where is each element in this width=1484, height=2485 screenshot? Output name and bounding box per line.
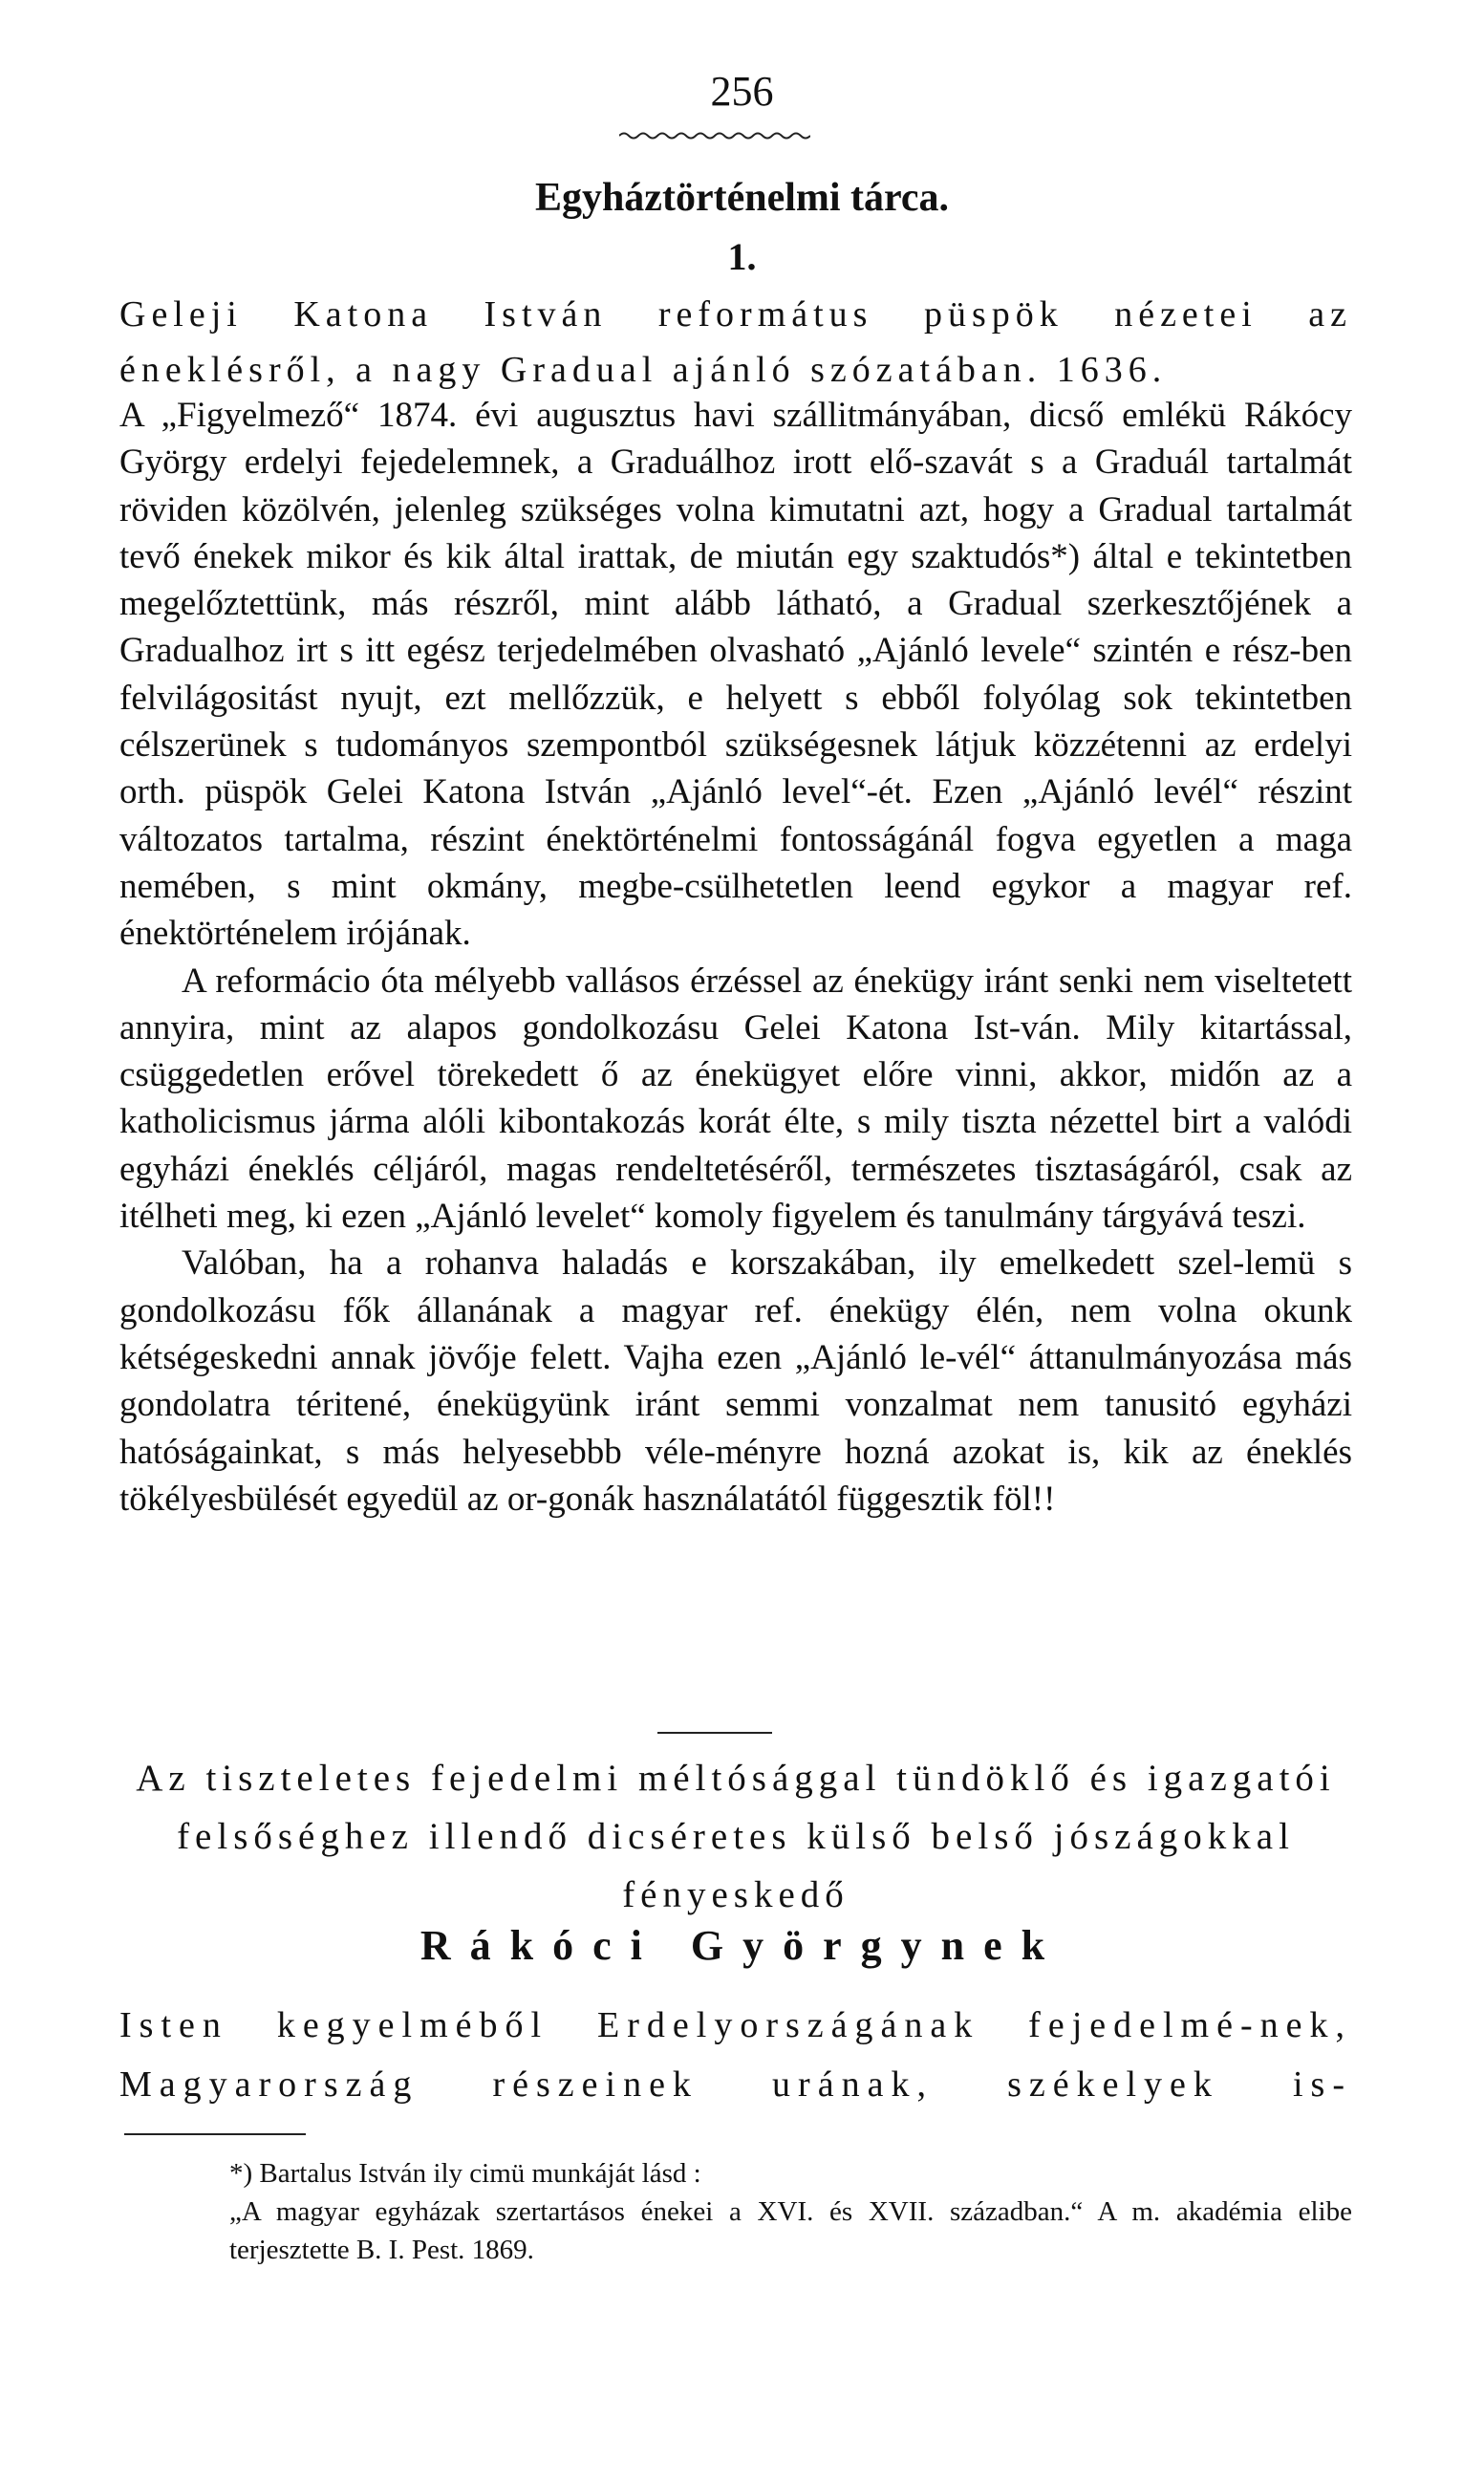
footnote-divider (124, 2133, 306, 2135)
article-body (119, 392, 1352, 1523)
prince-name: Rákóci Györgynek (419, 1922, 1065, 1969)
section-divider (657, 1732, 772, 1734)
article-subtitle: Geleji Katona István református püspök nézetei az éneklésről, a nagy Gradual ajánló szózatában. 1636. (119, 294, 1352, 390)
section-number: 1. (727, 235, 757, 278)
article-title: Egyháztörténelmi tárca. (534, 176, 950, 220)
footnote-line-2: „A magyar egyházak szertartásos énekei a XVI. és XVII. században.“ A m. akadémia elibe terjesztette B. I. Pest. 1869. (229, 2196, 1352, 2265)
paragraph-2: A reformácio óta mélyebb vallásos érzéssel az énekügy iránt senki nem viseltetett annyira, mint az alapos gondolkozásu Gelei Katona Ist-ván. Mily kitartással, csüggedetlen erővel törekedett ő az énekügyet előre vinni, akkor, midőn az a katholicismus járma alóli kibontakozás korát élte, s mily tiszta nézettel birt a valódi egyházi éneklés céljáról, magas rendeltetéséről, természetes tisztaságáról, csak az itélheti meg, ki ezen „Ajánló levelet“ komoly figyelem és tanulmány tárgyává teszi. (119, 961, 1352, 1237)
dedication-heading: Az tiszteletes fejedelmi méltósággal tündöklő és igazgatói felsőséghez illendő dicséretes külső belső jószágokkal fényeskedő (136, 1758, 1336, 1915)
prince-titles: Isten kegyelméből Erdelyországának fejedelmé-nek, Magyarország részeinek urának, székelyek is- (119, 2005, 1352, 2105)
paragraph-3: Valóban, ha a rohanva haladás e korszakában, ily emelkedett szel-lemü s gondolkozásu fők állanának a magyar ref. énekügy élén, nem volna okunk kétségeskedni annak jövője felett. Vajha ezen „Ajánló le-vél“ áttanulmányozása más gondolatra téritené, énekügyünk iránt semmi vonzalmat nem tanusitó egyházi hatóságainkat, s más helyesebbb véle-ményre hozná azokat is, kik az éneklés tökélyesbülését egyedül az or-gonák használatától függesztik föl!! (119, 1243, 1352, 1519)
footnote (119, 2154, 1352, 2269)
footnote-line-1: *) Bartalus István ily cimü munkáját lásd : (229, 2158, 701, 2189)
paragraph-1: A „Figyelmező“ 1874. évi augusztus havi szállitmányában, dicső emlékü Rákócy György erdelyi fejedelemnek, a Graduálhoz irott elő-szavát s a Graduál tartalmát röviden közölvén, jelenleg szükséges volna kimutatni azt, hogy a Gradual tartalmát tevő énekek mikor és kik által irattak, de miután egy szaktudós*) által e tekintetben megelőztettünk, más részről, mint alább látható, a Gradual szerkesztőjének a Gradualhoz irt s itt egész terjedelmében olvasható „Ajánló levele“ szintén e rész-ben felvilágositást nyujt, ezt mellőzzük, e helyett s ebből folyólag sok tekintetben célszerünek s tudományos szempontból szükségesnek látjuk közzétenni az erdelyi orth. püspök Gelei Katona István „Ajánló level“-ét. Ezen „Ajánló levél“ részint változatos tartalma, részint énektörténelmi fontosságánál fogva egyetlen a maga nemében, s mint okmány, megbe-csülhetetlen leend egykor a magyar ref. énektörténelem irójának. (119, 396, 1352, 954)
page-number: 256 (710, 68, 774, 115)
page-number-ornament (619, 131, 810, 140)
